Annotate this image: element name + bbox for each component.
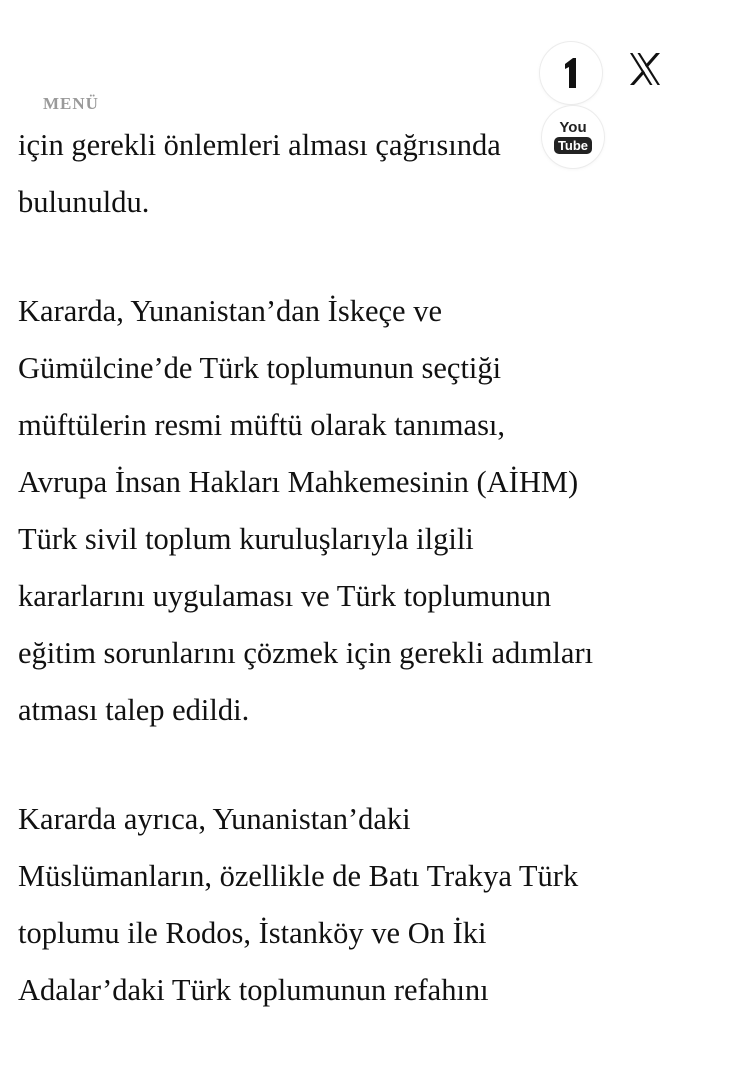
youtube-logo-tube: Tube [554,137,592,154]
numeral-one-logo-icon [556,56,586,90]
menu-button[interactable]: MENÜ [43,94,99,113]
article-paragraph-2: Kararda, Yunanistan’dan İskeçe ve Gümülcine’de Türk toplumunun seçtiği müftülerin resmi müftü olarak tanıması, Avrupa İnsan Hakları Mahkemesinin (AİHM) Türk sivil toplum kuruluşlarıyla ilgili kararlarını uygulaması ve Türk toplumunun eğitim sorunlarını çözmek için gerekli adımları atması talep edildi. [18,294,594,727]
social-link-1[interactable] [540,42,602,104]
article-body [18,117,740,1071]
youtube-logo-icon [554,120,592,154]
youtube-logo-you: You [559,119,587,136]
youtube-social-link[interactable] [542,106,604,168]
x-social-link[interactable] [614,38,676,100]
article-paragraph-3: Kararda ayrıca, Yunanistan’daki Müslümanların, özellikle de Batı Trakya Türk toplumu ile Rodos, İstanköy ve On İki Adalar’daki Türk toplumunun refahını [18,802,579,1007]
article-paragraph-1: için gerekli önlemleri alması çağrısında bulunuldu. [18,128,501,219]
x-logo-icon [625,49,665,89]
